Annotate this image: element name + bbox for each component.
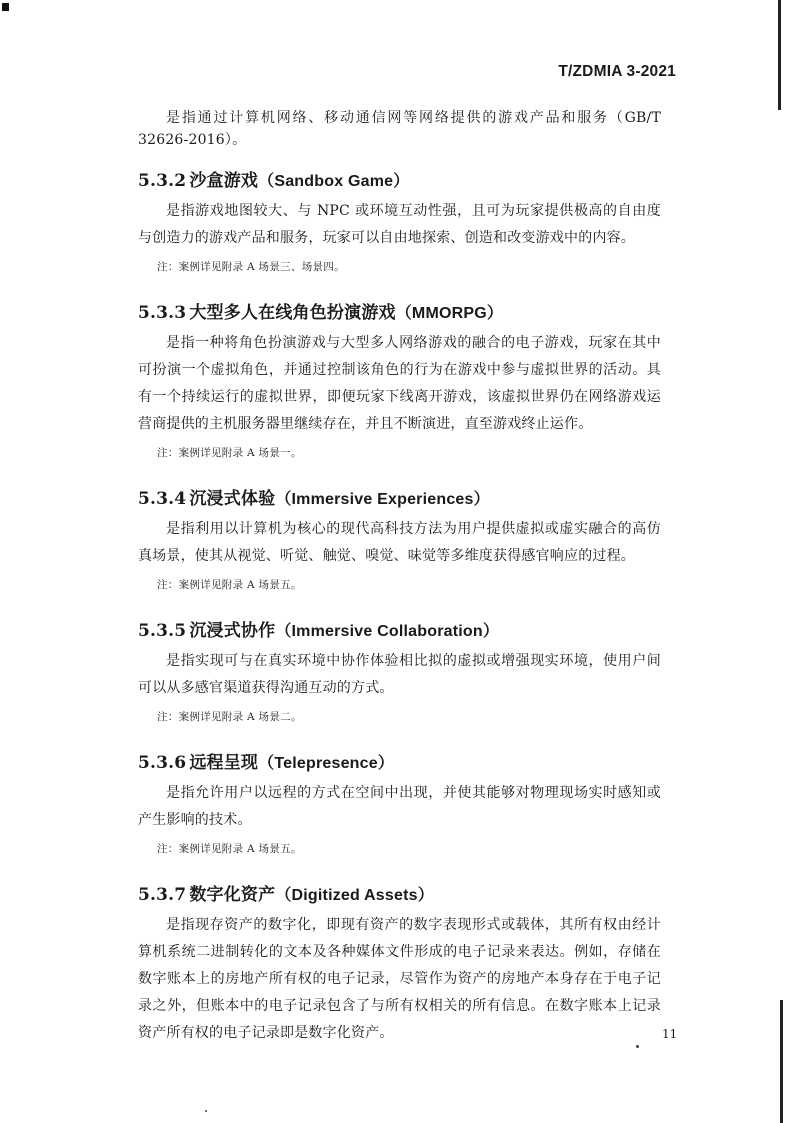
page-number: 11 (662, 1027, 678, 1041)
section-title-en: （MMORPG） (395, 305, 504, 322)
section-note: 注：案例详见附录 A 场景五。 (157, 843, 302, 855)
section-heading (138, 619, 661, 644)
section-body: 是指现存资产的数字化，即现有资产的数字表现形式或载体，其所有权由经计算机系统二进制转化的文本及各种媒体文件形成的电子记录来表达。例如，存储在数字账本上的房地产所有权的电子记录，尽管作为资产的房地产本身存在于电子记录之外，但账本中的电子记录包含了与所有权相关的所有信息。在数字账本上记录资产所有权的电子记录即是数字化资产。 (138, 917, 661, 1041)
section-note: 注：案例详见附录 A 场景三、场景四。 (157, 261, 345, 273)
intro-paragraph: 是指通过计算机网络、移动通信网等网络提供的游戏产品和服务（GB/T 32626-2016）。 (138, 110, 661, 148)
section-number: 5.3.4 (138, 489, 187, 509)
section-5-3-5 (138, 619, 661, 727)
section-number: 5.3.2 (138, 171, 187, 191)
section-body: 是指一种将角色扮演游戏与大型多人网络游戏的融合的电子游戏，玩家在其中可扮演一个虚拟角色，并通过控制该角色的行为在游戏中参与虚拟世界的活动。具有一个持续运行的虚拟世界，即便玩家下线离开游戏，该虚拟世界仍在网络游戏运营商提供的主机服务器里继续存在，并且不断演进，直至游戏终止运作。 (138, 335, 661, 432)
section-title-en: （Digitized Assets） (275, 887, 434, 904)
section-5-3-2 (138, 169, 661, 277)
scan-speck (205, 1110, 207, 1112)
section-number: 5.3.5 (138, 621, 187, 641)
section-title-cn: 大型多人在线角色扮演游戏 (189, 303, 396, 323)
section-note: 注：案例详见附录 A 场景一。 (157, 447, 302, 459)
section-5-3-3 (138, 301, 661, 463)
scan-edge-line-bottom (780, 1000, 783, 1123)
standard-code: T/ZDMIA 3-2021 (558, 63, 676, 80)
section-body: 是指允许用户以远程的方式在空间中出现，并使其能够对物理现场实时感知或产生影响的技术。 (138, 785, 661, 828)
section-title-cn: 远程呈现 (189, 753, 259, 773)
section-title-cn: 数字化资产 (189, 885, 276, 905)
section-5-3-6 (138, 751, 661, 859)
section-number: 5.3.6 (138, 753, 187, 773)
document-body (138, 107, 661, 1047)
section-number: 5.3.3 (138, 303, 187, 323)
section-heading (138, 301, 661, 326)
section-heading (138, 487, 661, 512)
section-5-3-4 (138, 487, 661, 595)
section-note: 注：案例详见附录 A 场景二。 (157, 711, 302, 723)
section-title-cn: 沉浸式体验 (189, 489, 276, 509)
section-number: 5.3.7 (138, 885, 187, 905)
section-heading (138, 751, 661, 776)
section-heading (138, 883, 661, 908)
section-title-cn: 沉浸式协作 (189, 621, 276, 641)
section-note: 注：案例详见附录 A 场景五。 (157, 579, 302, 591)
section-5-3-7 (138, 883, 661, 1047)
section-body: 是指利用以计算机为核心的现代高科技方法为用户提供虚拟或虚实融合的高仿真场景，使其从视觉、听觉、触觉、嗅觉、味觉等多维度获得感官响应的过程。 (138, 521, 661, 564)
section-title-en: （Sandbox Game） (258, 173, 410, 190)
section-title-en: （Immersive Experiences） (275, 491, 490, 508)
scan-edge-line-top (778, 0, 781, 110)
section-body: 是指实现可与在真实环境中协作体验相比拟的虚拟或增强现实环境，使用户间可以从多感官渠道获得沟通互动的方式。 (138, 653, 661, 696)
scan-corner-mark (2, 3, 9, 11)
section-title-cn: 沙盒游戏 (189, 171, 259, 191)
section-title-en: （Telepresence） (258, 755, 395, 772)
section-heading (138, 169, 661, 194)
section-title-en: （Immersive Collaboration） (275, 623, 500, 640)
section-body: 是指游戏地图较大、与 NPC 或环境互动性强，且可为玩家提供极高的自由度与创造力的游戏产品和服务，玩家可以自由地探索、创造和改变游戏中的内容。 (138, 203, 661, 246)
